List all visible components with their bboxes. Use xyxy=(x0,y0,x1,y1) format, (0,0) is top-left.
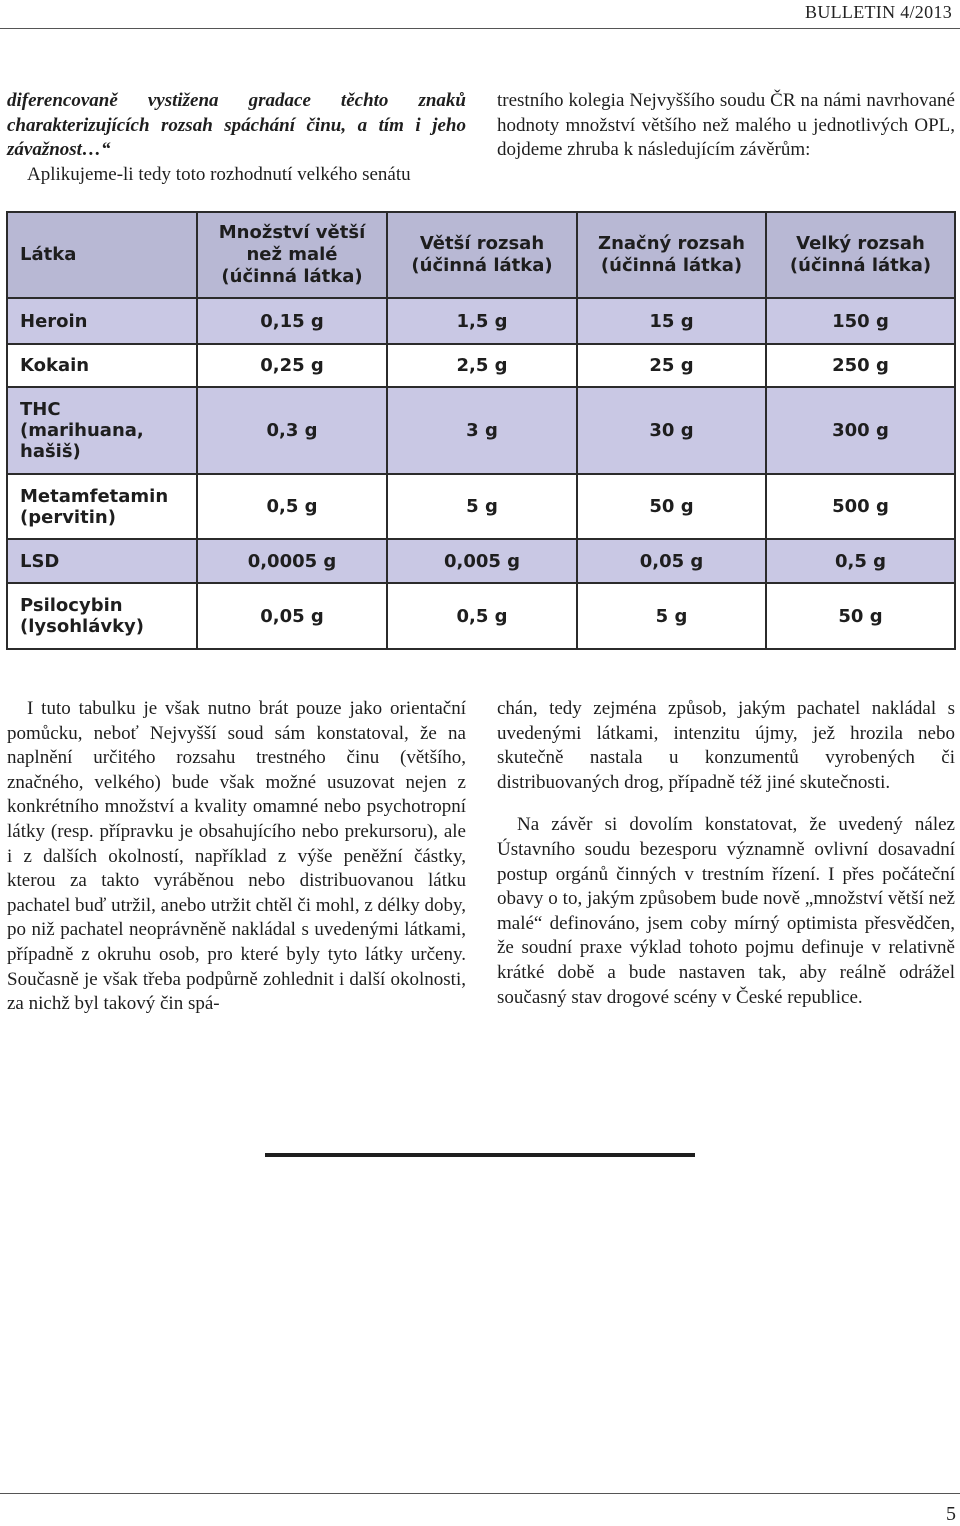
substance-cell: Psilocybin (lysohlávky) xyxy=(7,583,197,649)
value-cell: 0,005 g xyxy=(387,539,577,583)
substance-cell: THC (marihuana, hašiš) xyxy=(7,387,197,474)
value-cell: 250 g xyxy=(766,344,955,387)
intro-left-text: Aplikujeme-li tedy toto rozhodnutí velkého senátu xyxy=(27,163,411,185)
quote-ending: diferencovaně vystižena gradace těchto znaků charakterizujících rozsah spáchání činu, a tím i jeho závažnost…“ xyxy=(7,90,466,161)
value-cell: 0,05 g xyxy=(197,583,387,649)
table-row xyxy=(7,387,955,474)
table-row xyxy=(7,539,955,583)
value-cell: 50 g xyxy=(766,583,955,649)
value-cell: 300 g xyxy=(766,387,955,474)
value-cell: 50 g xyxy=(577,474,766,539)
header-cell: Množství větší než malé (účinná látka) xyxy=(197,212,387,298)
body-left-paragraph: I tuto tabulku je však nutno brát pouze jako orientační pomůcku, neboť Nejvyšší soud sám konstatoval, že na naplnění určitého rozsahu trestného činu (většího, značného, velkého) bude však možné usuzovat nejen z konkrétního množství a kvality omamné nebo psychotropní látky (resp. přípravku je obsahujícího nebo prekursoru), ale i z dalších okolností, například z výše peněžní částky, kterou za takto vyráběnou nebo distribuovanou látku pachatel buď utržil, anebo utržit chtěl či mohl, z délky doby, po niž pachatel neoprávněně nakládal s uvedenými látkami, případně z okruhu osob, pro které byly tyto látky určeny. Současně je však třeba podpůrně zohlednit i další okolnosti, za nichž byl takový čin spá- xyxy=(7,698,466,1015)
intro-right-column xyxy=(497,89,955,163)
value-cell: 0,25 g xyxy=(197,344,387,387)
substance-cell: Metamfetamin (pervitin) xyxy=(7,474,197,539)
footer-rule xyxy=(0,1493,960,1494)
value-cell: 1,5 g xyxy=(387,298,577,344)
intro-right-text: trestního kolegia Nejvyššího soudu ČR na námi navrhované hodnoty množství většího než malého u jednotlivých OPL, dojdeme zhruba k následujícím závěrům: xyxy=(497,90,955,161)
drug-threshold-table xyxy=(6,211,956,650)
paragraph-gap xyxy=(497,795,955,813)
header-rule xyxy=(0,28,960,29)
value-cell: 0,5 g xyxy=(387,583,577,649)
table-row xyxy=(7,583,955,649)
drug-threshold-table-wrap xyxy=(6,211,954,650)
body-right-paragraph-1: chán, tedy zejména způsob, jakým pachatel nakládal s uvedenými látkami, intenzitu újmy, jež hrozila nebo skutečně nastala u konzumentů vyrobených či distribuovaných drog, případně též jiné skutečnosti. xyxy=(497,698,955,793)
header-cell: Značný rozsah (účinná látka) xyxy=(577,212,766,298)
header-cell: Velký rozsah (účinná látka) xyxy=(766,212,955,298)
value-cell: 0,3 g xyxy=(197,387,387,474)
substance-cell: Heroin xyxy=(7,298,197,344)
header-cell: Větší rozsah (účinná látka) xyxy=(387,212,577,298)
header-cell: Látka xyxy=(7,212,197,298)
body-right-paragraph-2: Na závěr si dovolím konstatovat, že uvedený nález Ústavního soudu bezesporu významně ovlivní dosavadní postup orgánů činných v trestním řízení. I přes počáteční obavy o to, jakým způsobem bude nově „množství větší než malé“ definováno, jsem coby mírný optimista přesvědčen, že soudní praxe výklad tohoto pojmu definuje v relativně krátké době a bude nastaven tak, aby reálně odrážel současný stav drogové scény v České republice. xyxy=(497,814,955,1008)
article-end-rule xyxy=(265,1153,695,1157)
table-header-row xyxy=(7,212,955,298)
value-cell: 150 g xyxy=(766,298,955,344)
value-cell: 30 g xyxy=(577,387,766,474)
bulletin-header: BULLETIN 4/2013 xyxy=(805,2,952,22)
value-cell: 0,5 g xyxy=(197,474,387,539)
table-row xyxy=(7,298,955,344)
intro-left-column xyxy=(7,89,466,187)
value-cell: 500 g xyxy=(766,474,955,539)
table-row xyxy=(7,344,955,387)
value-cell: 0,5 g xyxy=(766,539,955,583)
substance-cell: Kokain xyxy=(7,344,197,387)
value-cell: 0,0005 g xyxy=(197,539,387,583)
body-right-column xyxy=(497,697,955,1010)
table-row xyxy=(7,474,955,539)
value-cell: 2,5 g xyxy=(387,344,577,387)
value-cell: 3 g xyxy=(387,387,577,474)
value-cell: 5 g xyxy=(387,474,577,539)
value-cell: 0,15 g xyxy=(197,298,387,344)
value-cell: 5 g xyxy=(577,583,766,649)
body-left-column xyxy=(7,697,466,1017)
value-cell: 15 g xyxy=(577,298,766,344)
page-number: 5 xyxy=(946,1503,956,1525)
substance-cell: LSD xyxy=(7,539,197,583)
value-cell: 25 g xyxy=(577,344,766,387)
value-cell: 0,05 g xyxy=(577,539,766,583)
